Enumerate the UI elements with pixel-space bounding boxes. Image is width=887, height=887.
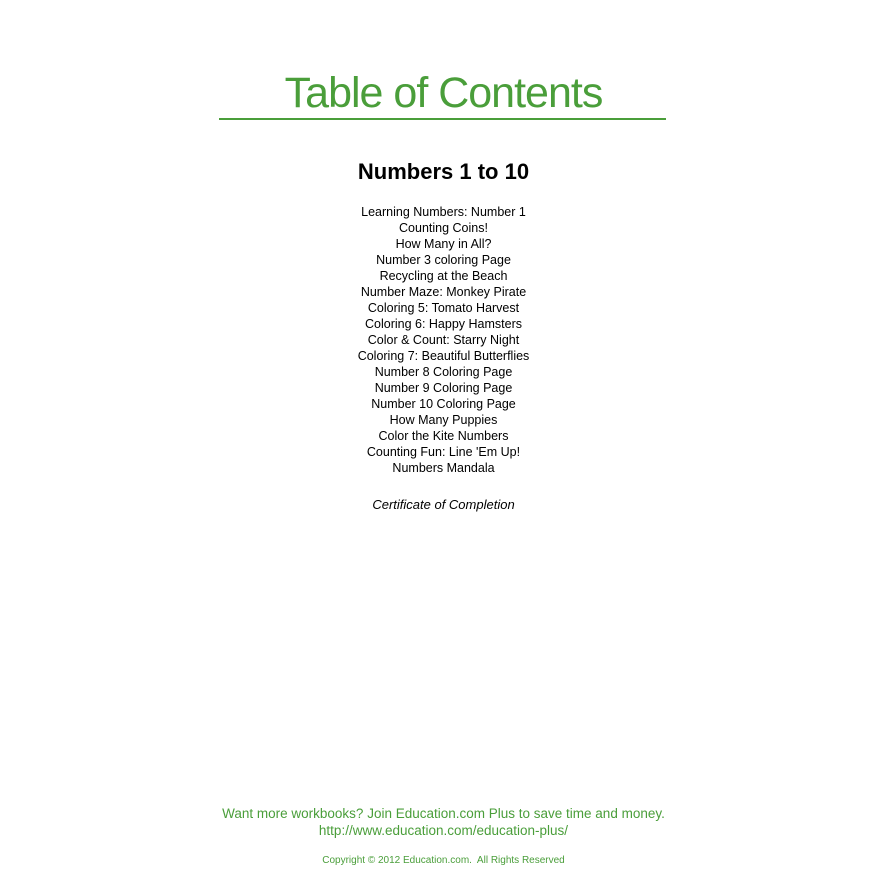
toc-item[interactable]: Counting Coins!	[399, 221, 488, 235]
toc-item[interactable]: Coloring 6: Happy Hamsters	[364, 317, 522, 331]
toc-item[interactable]: Learning Numbers: Number 1	[361, 205, 526, 219]
toc-item[interactable]: Number 8 Coloring Page	[374, 365, 513, 379]
toc-item[interactable]: Number 10 Coloring Page	[371, 397, 516, 411]
toc-item[interactable]: How Many Puppies	[389, 413, 498, 427]
promo-text: Want more workbooks? Join Education.com Plus to save time and money.	[222, 806, 665, 821]
toc-item[interactable]: Number 3 coloring Page	[376, 253, 511, 267]
toc-item[interactable]: Counting Fun: Line 'Em Up!	[366, 445, 521, 459]
title-divider	[219, 118, 666, 120]
toc-item[interactable]: Color the Kite Numbers	[378, 429, 509, 443]
copyright-notice: Copyright © 2012 Education.com. All Rights Reserved	[322, 855, 565, 866]
toc-list	[0, 204, 887, 476]
toc-item[interactable]: Coloring 7: Beautiful Butterflies	[357, 349, 530, 363]
toc-item[interactable]: Recycling at the Beach	[379, 269, 508, 283]
page-title: Table of Contents	[284, 69, 603, 117]
toc-item[interactable]: Numbers Mandala	[392, 461, 495, 475]
education-plus-link[interactable]: http://www.education.com/education-plus/	[318, 823, 569, 838]
toc-item[interactable]: Number 9 Coloring Page	[374, 381, 513, 395]
section-heading: Numbers 1 to 10	[357, 159, 530, 184]
toc-item[interactable]: Color & Count: Starry Night	[367, 333, 520, 347]
toc-item[interactable]: Coloring 5: Tomato Harvest	[367, 301, 520, 315]
toc-item[interactable]: Number Maze: Monkey Pirate	[360, 285, 527, 299]
toc-item[interactable]: How Many in All?	[395, 237, 492, 251]
certificate-entry[interactable]: Certificate of Completion	[372, 497, 515, 512]
